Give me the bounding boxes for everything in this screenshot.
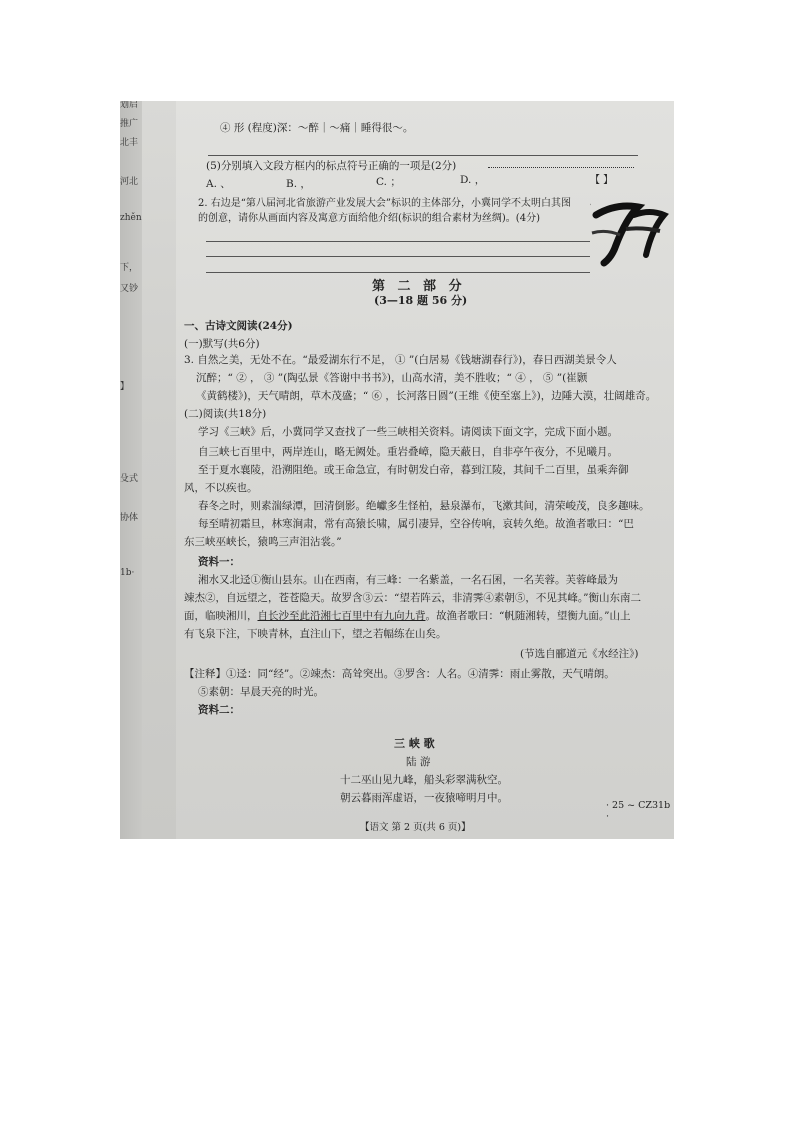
material-1-line-4: 有飞泉下注，下映青林，直注山下，望之若幅练在山矣。 (184, 628, 447, 640)
exam-page (176, 101, 674, 839)
sanxia-para-3: 春冬之时，则素湍绿潭，回清倒影。绝巘多生怪柏，悬泉瀑布，飞漱其间，清荣峻茂，良多趣味。 (198, 500, 650, 512)
poem-line-1: 十二巫山见九峰，船头彩翠满秋空。 (340, 774, 508, 786)
strip-text: 北丰 (120, 138, 139, 148)
option-b: B. ， (286, 178, 311, 190)
question-2-line-1: 2. 右边是“第八届河北省旅游产业发展大会”标识的主体部分，小冀同学不太明白其图 (198, 198, 571, 209)
question-2-line-2: 的创意，请你从画面内容及寓意方面给他介绍(标识的组合素材为丝绸)。(4分) (198, 213, 540, 224)
section-1a-heading: (一)默写(共6分) (184, 338, 260, 350)
answer-line (208, 155, 638, 156)
question-5: (5)分别填入文段方框内的标点符号正确的一项是(2分) (206, 160, 457, 172)
answer-line (206, 272, 590, 273)
sanxia-para-2b: 风，不以疾也。 (184, 482, 258, 494)
annotation-line-1: 【注释】①迳：同“经”。②竦杰：高耸突出。③罗含：人名。④清霁：雨止雾散，天气晴朗。 (184, 668, 615, 680)
strip-text: 又钞 (120, 284, 139, 294)
strip-text: 河北 (120, 177, 139, 187)
underlined-sentence: 自长沙至此沿湘七百里中有九向九背 (257, 610, 426, 622)
material-1-line-1: 湘水又北迳①衡山县东。山在西南，有三峰：一名紫盖，一名石囷，一名芙蓉。芙蓉峰最为 (198, 574, 618, 586)
annotation-line-2: ⑤素朝：早晨天亮的时光。 (198, 686, 324, 698)
logo-char: 醉 (590, 205, 591, 206)
paper-code: · 25 ~ CZ31b · (606, 800, 671, 822)
material-1-label: 资料一： (198, 556, 240, 568)
question-3-line-1: 3. 自然之美，无处不在。“最爱湖东行不足， ① ”(白居易《钱塘湖春行》)，春日西湖美景令人 (184, 354, 617, 366)
strip-text: 协体 (120, 513, 139, 523)
option-c: C. ； (376, 176, 401, 188)
section-1-heading: 一、古诗文阅读(24分) (184, 320, 293, 332)
poem-line-2: 朝云暮雨浑虚语，一夜猿啼明月中。 (340, 792, 508, 804)
strip-text: 推广 (120, 119, 139, 129)
part-2-title: 第 二 部 分 (372, 279, 466, 294)
sanxia-para-4b: 东三峡巫峡长，猿鸣三声泪沾裳。” (184, 536, 342, 548)
sanxia-para-4a: 每至晴初霜旦，林寒涧肃，常有高猿长啸，属引凄异，空谷传响，哀转久绝。故渔者歌曰：“巴 (198, 518, 634, 530)
answer-line (206, 241, 590, 242)
material-1-line-3: 面，临映湘川，自长沙至此沿湘七百里中有九向九背。故渔者歌曰：“帆随湘转，望衡九面。”山上 (184, 610, 631, 622)
strip-text: 下， (120, 263, 139, 273)
material-2-label: 资料二： (198, 704, 240, 716)
left-page-strip (120, 101, 142, 839)
scanned-photo (120, 101, 674, 839)
dotted-leader (488, 167, 634, 168)
poem-title: 三 峡 歌 (394, 737, 435, 750)
answer-bracket: 【 】 (590, 175, 614, 186)
poem-author: 陆 游 (406, 756, 431, 768)
question-3-line-3: 《黄鹤楼》)，天气晴朗，草木茂盛；“ ⑥ ，长河落日圆”(王维《使至塞上》)，边陲大漠，壮阔雄奇。 (196, 390, 657, 402)
part-2-subtitle: (3—18 题 56 分) (374, 294, 468, 307)
option-a: A. 、 (206, 178, 231, 190)
material-1-line-2: 竦杰②，自远望之，苍苍隐天。故罗含③云：“望若阵云，非清霁④素朝⑤，不见其峰。”衡山东南二 (184, 592, 641, 604)
tourism-logo (586, 185, 670, 269)
question-3-line-2: 沉醉；“ ② ， ③ ”(陶弘景《答谢中书书》)，山高水清，美不胜收；“ ④ ， ⑤ ”(崔颢 (196, 372, 588, 384)
page-footer: 【语文 第 2 页(共 6 页)】 (360, 822, 471, 833)
strip-text: 1b· (120, 568, 135, 578)
strip-text: 殳式 (120, 474, 139, 484)
sanxia-para-1: 自三峡七百里中，两岸连山，略无阙处。重岩叠嶂，隐天蔽日，自非亭午夜分，不见曦月。 (198, 446, 618, 458)
answer-line (206, 256, 590, 257)
definition-item-4: ④ 形 (程度)深：～醉｜～痛｜睡得很～。 (220, 122, 414, 134)
strip-text: zhěn (120, 213, 142, 223)
reading-intro: 学习《三峡》后，小冀同学又查找了一些三峡相关资料。请阅读下面文字，完成下面小题。 (198, 426, 618, 438)
option-d: D. ， (460, 174, 486, 186)
strip-text: 】 (120, 382, 130, 392)
strip-text: 划启 (120, 101, 139, 110)
section-1b-heading: (二)阅读(共18分) (184, 408, 267, 420)
material-1-source: (节选自郦道元《水经注》) (520, 648, 639, 660)
sanxia-para-2a: 至于夏水襄陵，沿溯阻绝。或王命急宣，有时朝发白帝，暮到江陵，其间千二百里，虽乘奔御 (198, 464, 629, 476)
